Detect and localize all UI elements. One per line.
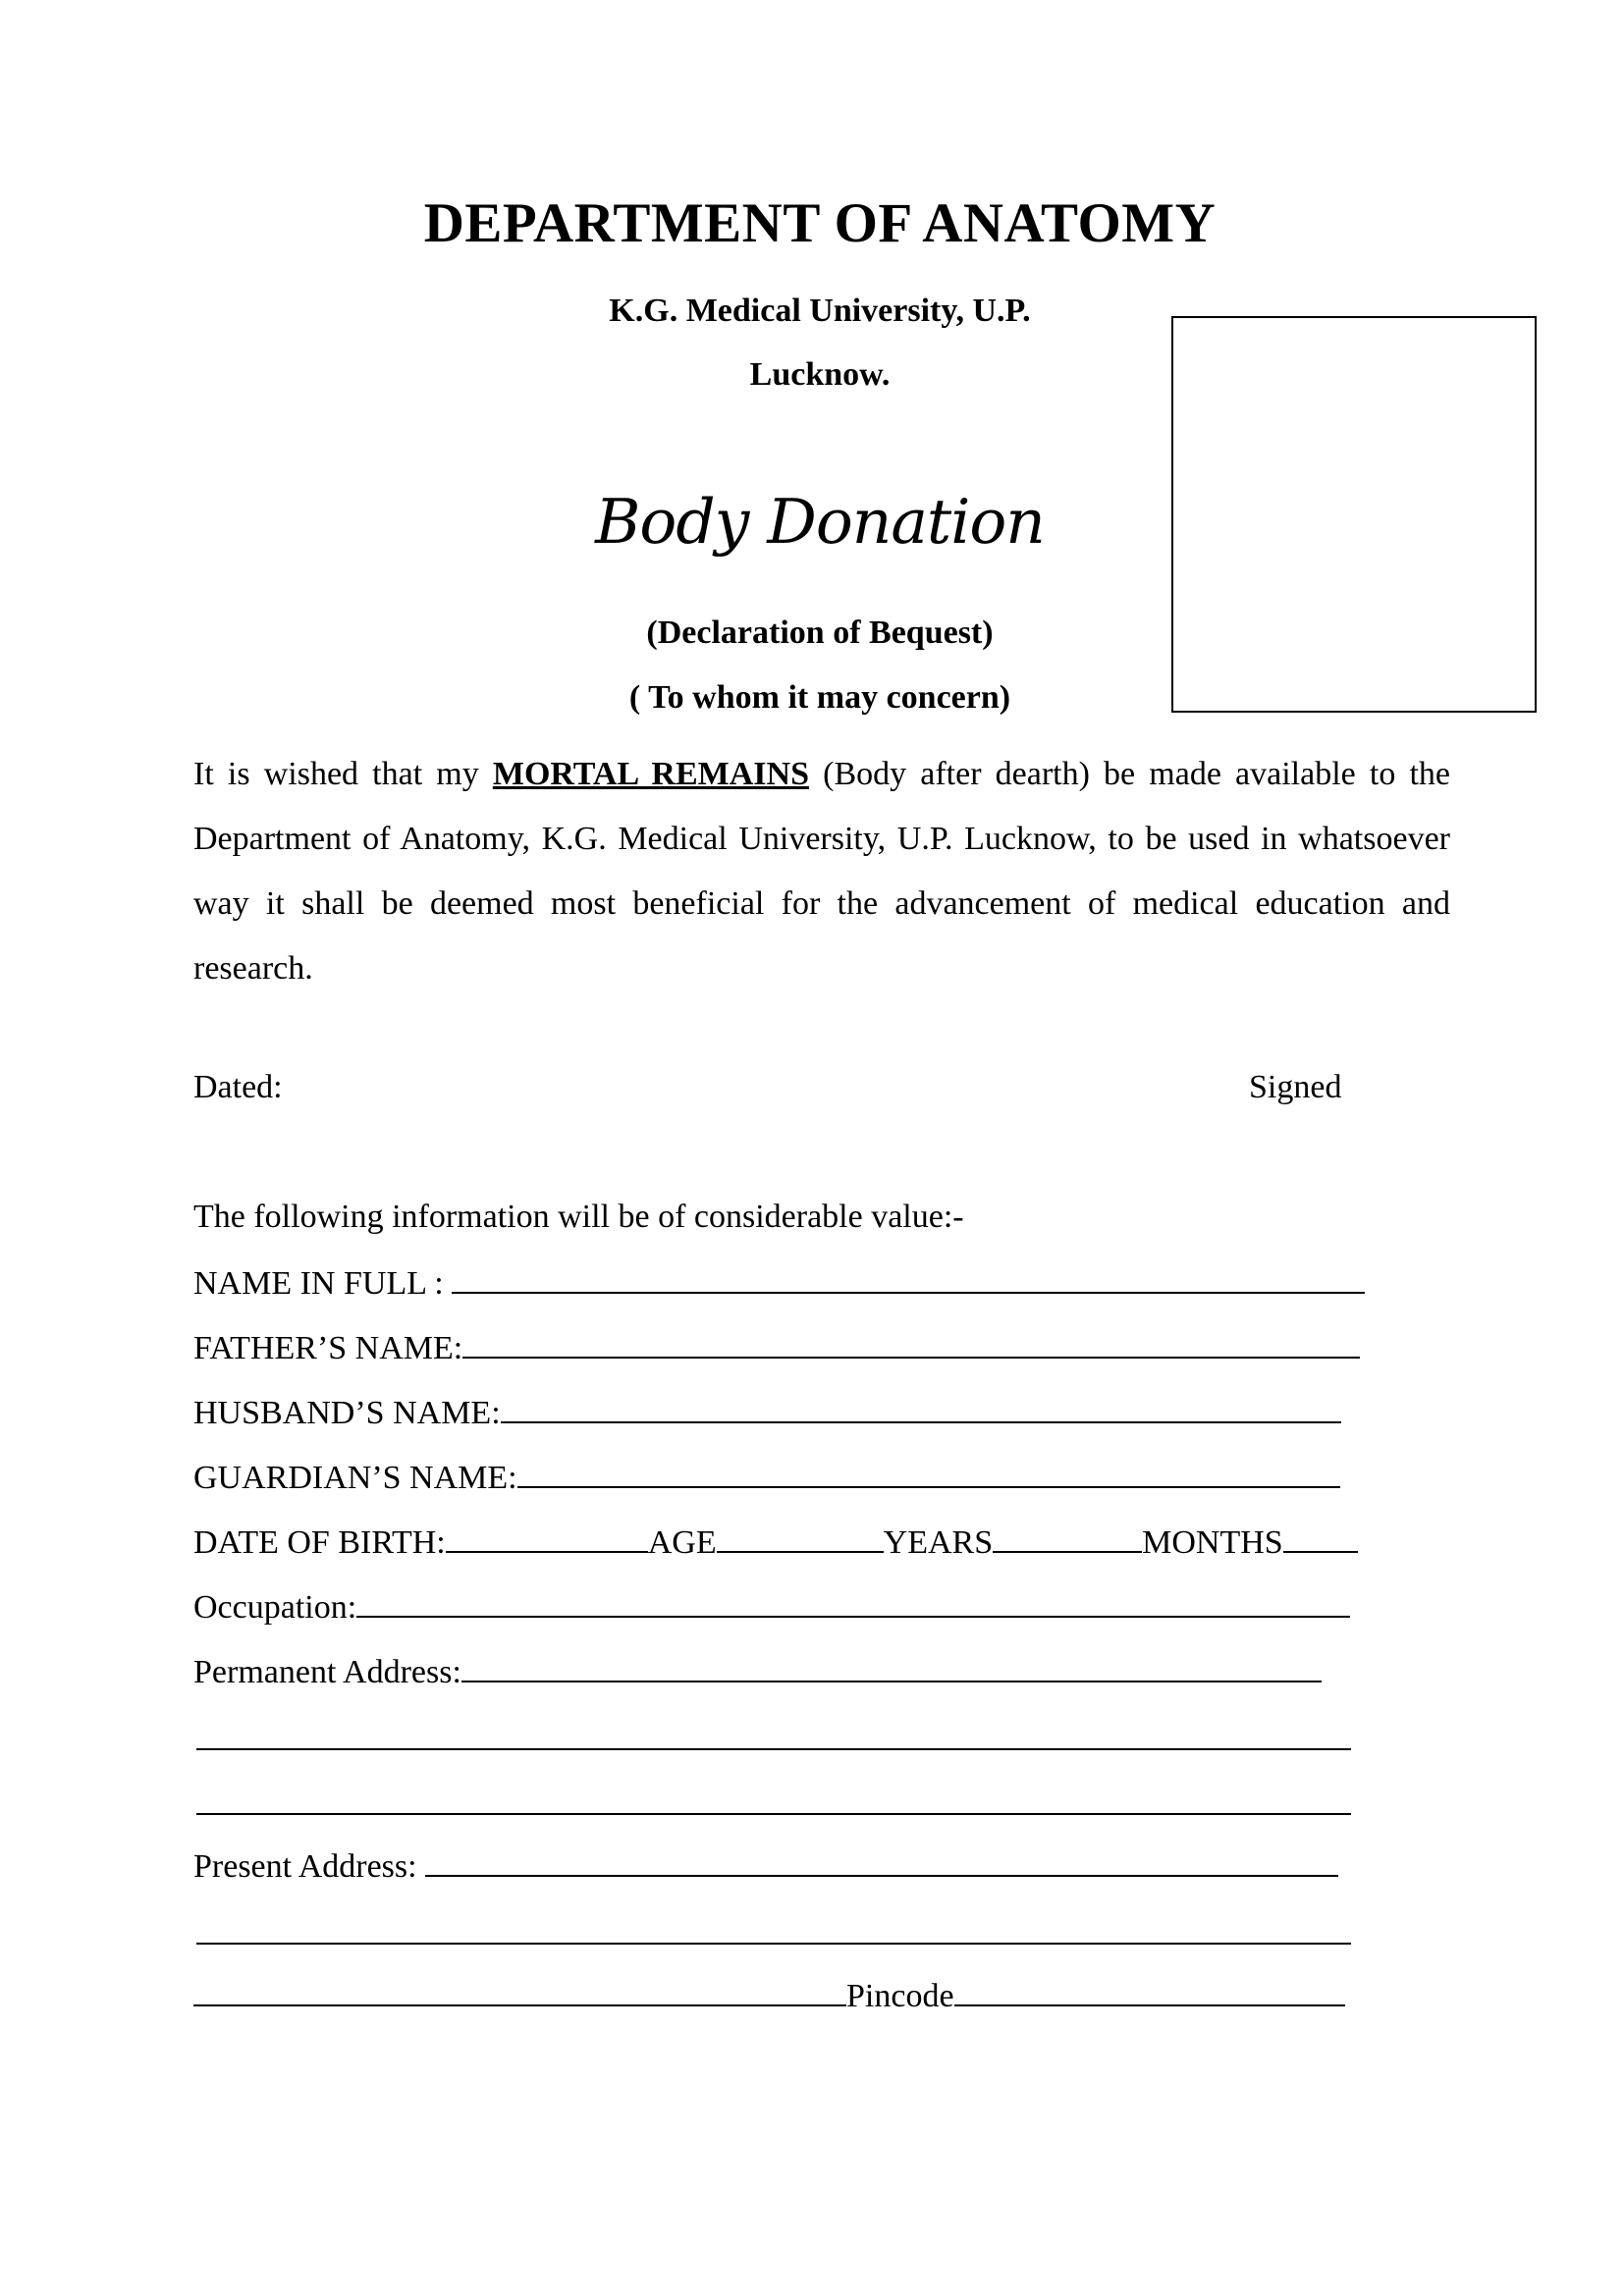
permanent-address-field-2[interactable] (196, 1748, 1351, 1750)
guardian-name-field[interactable] (517, 1457, 1340, 1488)
father-name-field[interactable] (462, 1327, 1360, 1359)
permanent-address-label: Permanent Address: (193, 1654, 461, 1690)
university-name: K.G. Medical University, U.P. (609, 293, 1031, 329)
form-subtitle: (Declaration of Bequest) (646, 614, 994, 651)
present-address-field-2[interactable] (196, 1943, 1351, 1945)
dob-label: DATE OF BIRTH: (193, 1524, 446, 1561)
months-field[interactable] (1283, 1522, 1358, 1553)
declaration-suffix: (Body after dearth) be made available to the Department of Anatomy, K.G. Medical University, U.P. Lucknow, to be used in whatsoever way it shall be deemed most beneficial for the advancement of medical education and research. (193, 756, 1450, 987)
years-field[interactable] (993, 1522, 1142, 1553)
city-name: Lucknow. (749, 356, 891, 393)
age-label: AGE (647, 1524, 717, 1561)
form-title: Body Donation (595, 486, 1045, 558)
age-field[interactable] (717, 1522, 884, 1553)
pincode-field[interactable] (954, 1975, 1345, 2006)
permanent-address-field-3[interactable] (196, 1813, 1351, 1815)
info-intro: The following information will be of considerable value:- (193, 1199, 964, 1235)
name-in-full-row (193, 1262, 1365, 1304)
father-name-label: FATHER’S NAME: (193, 1330, 463, 1366)
guardian-name-row (193, 1457, 1340, 1498)
dated-label: Dated: (193, 1069, 283, 1105)
occupation-field[interactable] (356, 1586, 1350, 1618)
dob-field[interactable] (446, 1522, 648, 1553)
department-title: DEPARTMENT OF ANATOMY (423, 192, 1217, 254)
permanent-address-row (193, 1651, 1322, 1692)
present-address-label: Present Address: (193, 1848, 426, 1885)
occupation-label: Occupation: (193, 1589, 357, 1626)
name-in-full-field[interactable] (452, 1262, 1365, 1294)
present-address-field-1[interactable] (425, 1845, 1338, 1877)
months-label: MONTHS (1142, 1524, 1283, 1561)
permanent-address-field-1[interactable] (461, 1651, 1322, 1682)
occupation-row (193, 1586, 1350, 1628)
years-label: YEARS (883, 1524, 994, 1561)
addressee-line: ( To whom it may concern) (628, 679, 1011, 716)
husband-name-row (193, 1392, 1341, 1433)
mortal-remains-emphasis: MORTAL REMAINS (492, 756, 809, 792)
declaration-paragraph (193, 742, 1450, 1001)
father-name-row (193, 1327, 1360, 1368)
present-address-row (193, 1845, 1338, 1887)
husband-name-field[interactable] (501, 1392, 1341, 1423)
name-in-full-label: NAME IN FULL : (193, 1265, 453, 1302)
husband-name-label: HUSBAND’S NAME: (193, 1395, 501, 1431)
pincode-row (193, 1975, 1345, 2016)
guardian-name-label: GUARDIAN’S NAME: (193, 1460, 517, 1496)
date-of-birth-row (193, 1522, 1358, 1563)
pincode-label: Pincode (846, 1978, 954, 2014)
present-address-field-3[interactable] (193, 1975, 846, 2006)
signed-label: Signed (1249, 1069, 1342, 1105)
declaration-prefix: It is wished that my (193, 756, 493, 792)
